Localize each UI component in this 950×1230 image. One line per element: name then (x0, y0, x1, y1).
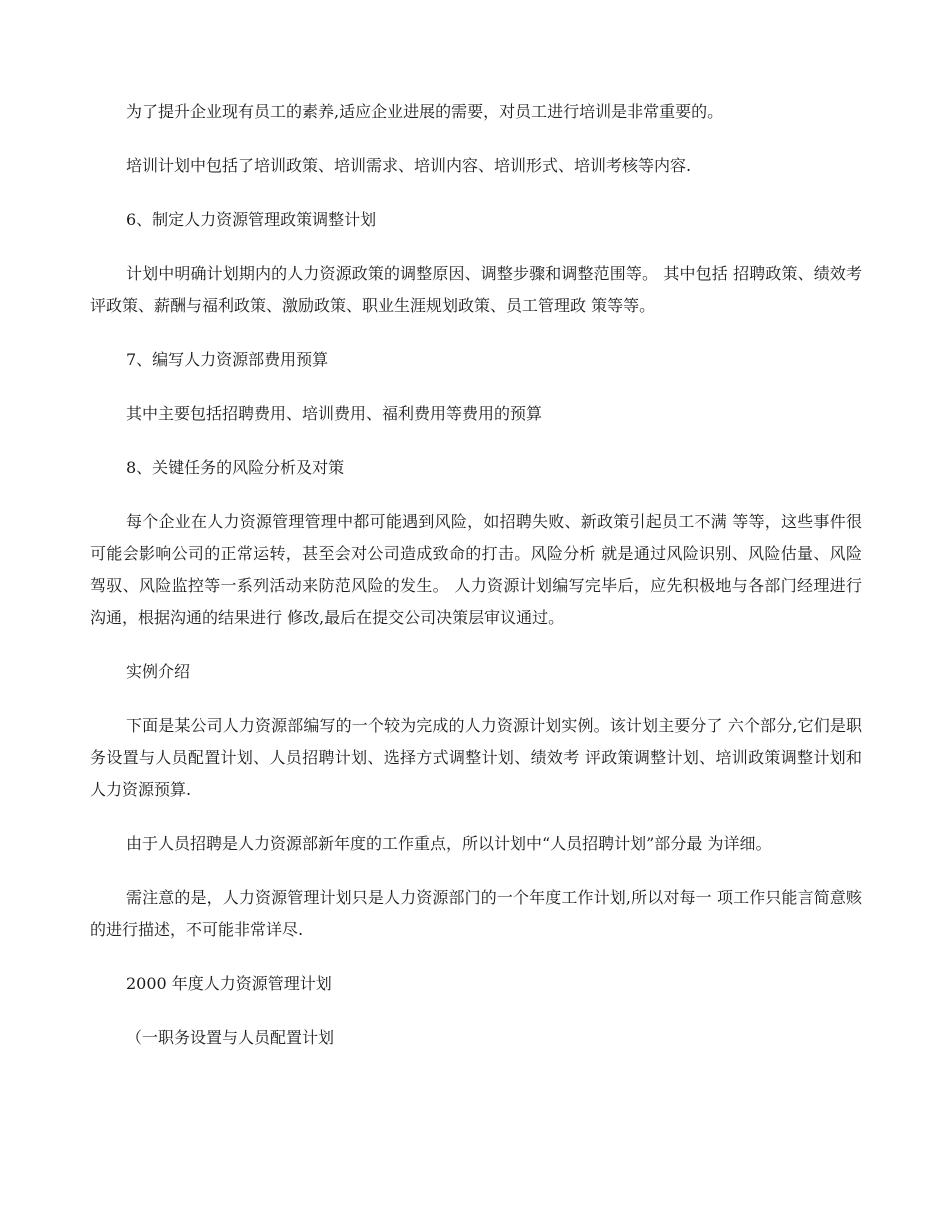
paragraph-budget-items: 其中主要包括招聘费用、培训费用、福利费用等费用的预算 (126, 404, 543, 423)
paragraph-training-importance: 为了提升企业现有员工的素养,适应企业进展的需要，对员工进行培训是非常重要的。 (126, 102, 724, 121)
paragraph-example-intro: 下面是某公司人力资源部编写的一个较为完成的人力资源计划实例。该计划主要分了 六个部分,它们是职务设置与人员配置计划、人员招聘计划、选择方式调整计划、绩效考 评政策调整计划、培训政策调整计划和人力资源预算. (90, 716, 862, 799)
paragraph-policy-adjustment: 计划中明确计划期内的人力资源政策的调整原因、调整步骤和调整范围等。 其中包括 招聘政策、绩效考评政策、薪酬与福利政策、激励政策、职业生涯规划政策、员工管理政 策等等。 (90, 264, 862, 315)
section-heading-part-one: （一职务设置与人员配置计划 (126, 1028, 335, 1047)
paragraph-training-plan-contents: 培训计划中包括了培训政策、培训需求、培训内容、培训形式、培训考核等内容. (126, 156, 692, 175)
document-page (90, 96, 862, 1054)
section-heading-8: 8、关键任务的风险分析及对策 (126, 458, 345, 477)
plan-title: 2000 年度人力资源管理计划 (126, 974, 332, 993)
section-heading-6: 6、制定人力资源管理政策调整计划 (126, 210, 377, 229)
paragraph-note: 需注意的是，人力资源管理计划只是人力资源部门的一个年度工作计划,所以对每一 项工作只能言简意赅的进行描述，不可能非常详尽. (90, 888, 862, 939)
section-heading-example: 实例介绍 (126, 662, 191, 681)
paragraph-risk-analysis: 每个企业在人力资源管理管理中都可能遇到风险，如招聘失败、新政策引起员工不满 等等，这些事件很可能会影响公司的正常运转，甚至会对公司造成致命的打击。风险分析 就是通过风险识别、风险估量、风险驾驭、风险监控等一系列活动来防范风险的发生。 人力资源计划编写完毕后，应先积极地与各部门经理进行沟通，根据沟通的结果进行 修改,最后在提交公司决策层审议通过。 (90, 512, 862, 627)
paragraph-recruitment-focus: 由于人员招聘是人力资源部新年度的工作重点，所以计划中“人员招聘计划”部分最 为详细。 (126, 834, 772, 853)
section-heading-7: 7、编写人力资源部费用预算 (126, 350, 329, 369)
